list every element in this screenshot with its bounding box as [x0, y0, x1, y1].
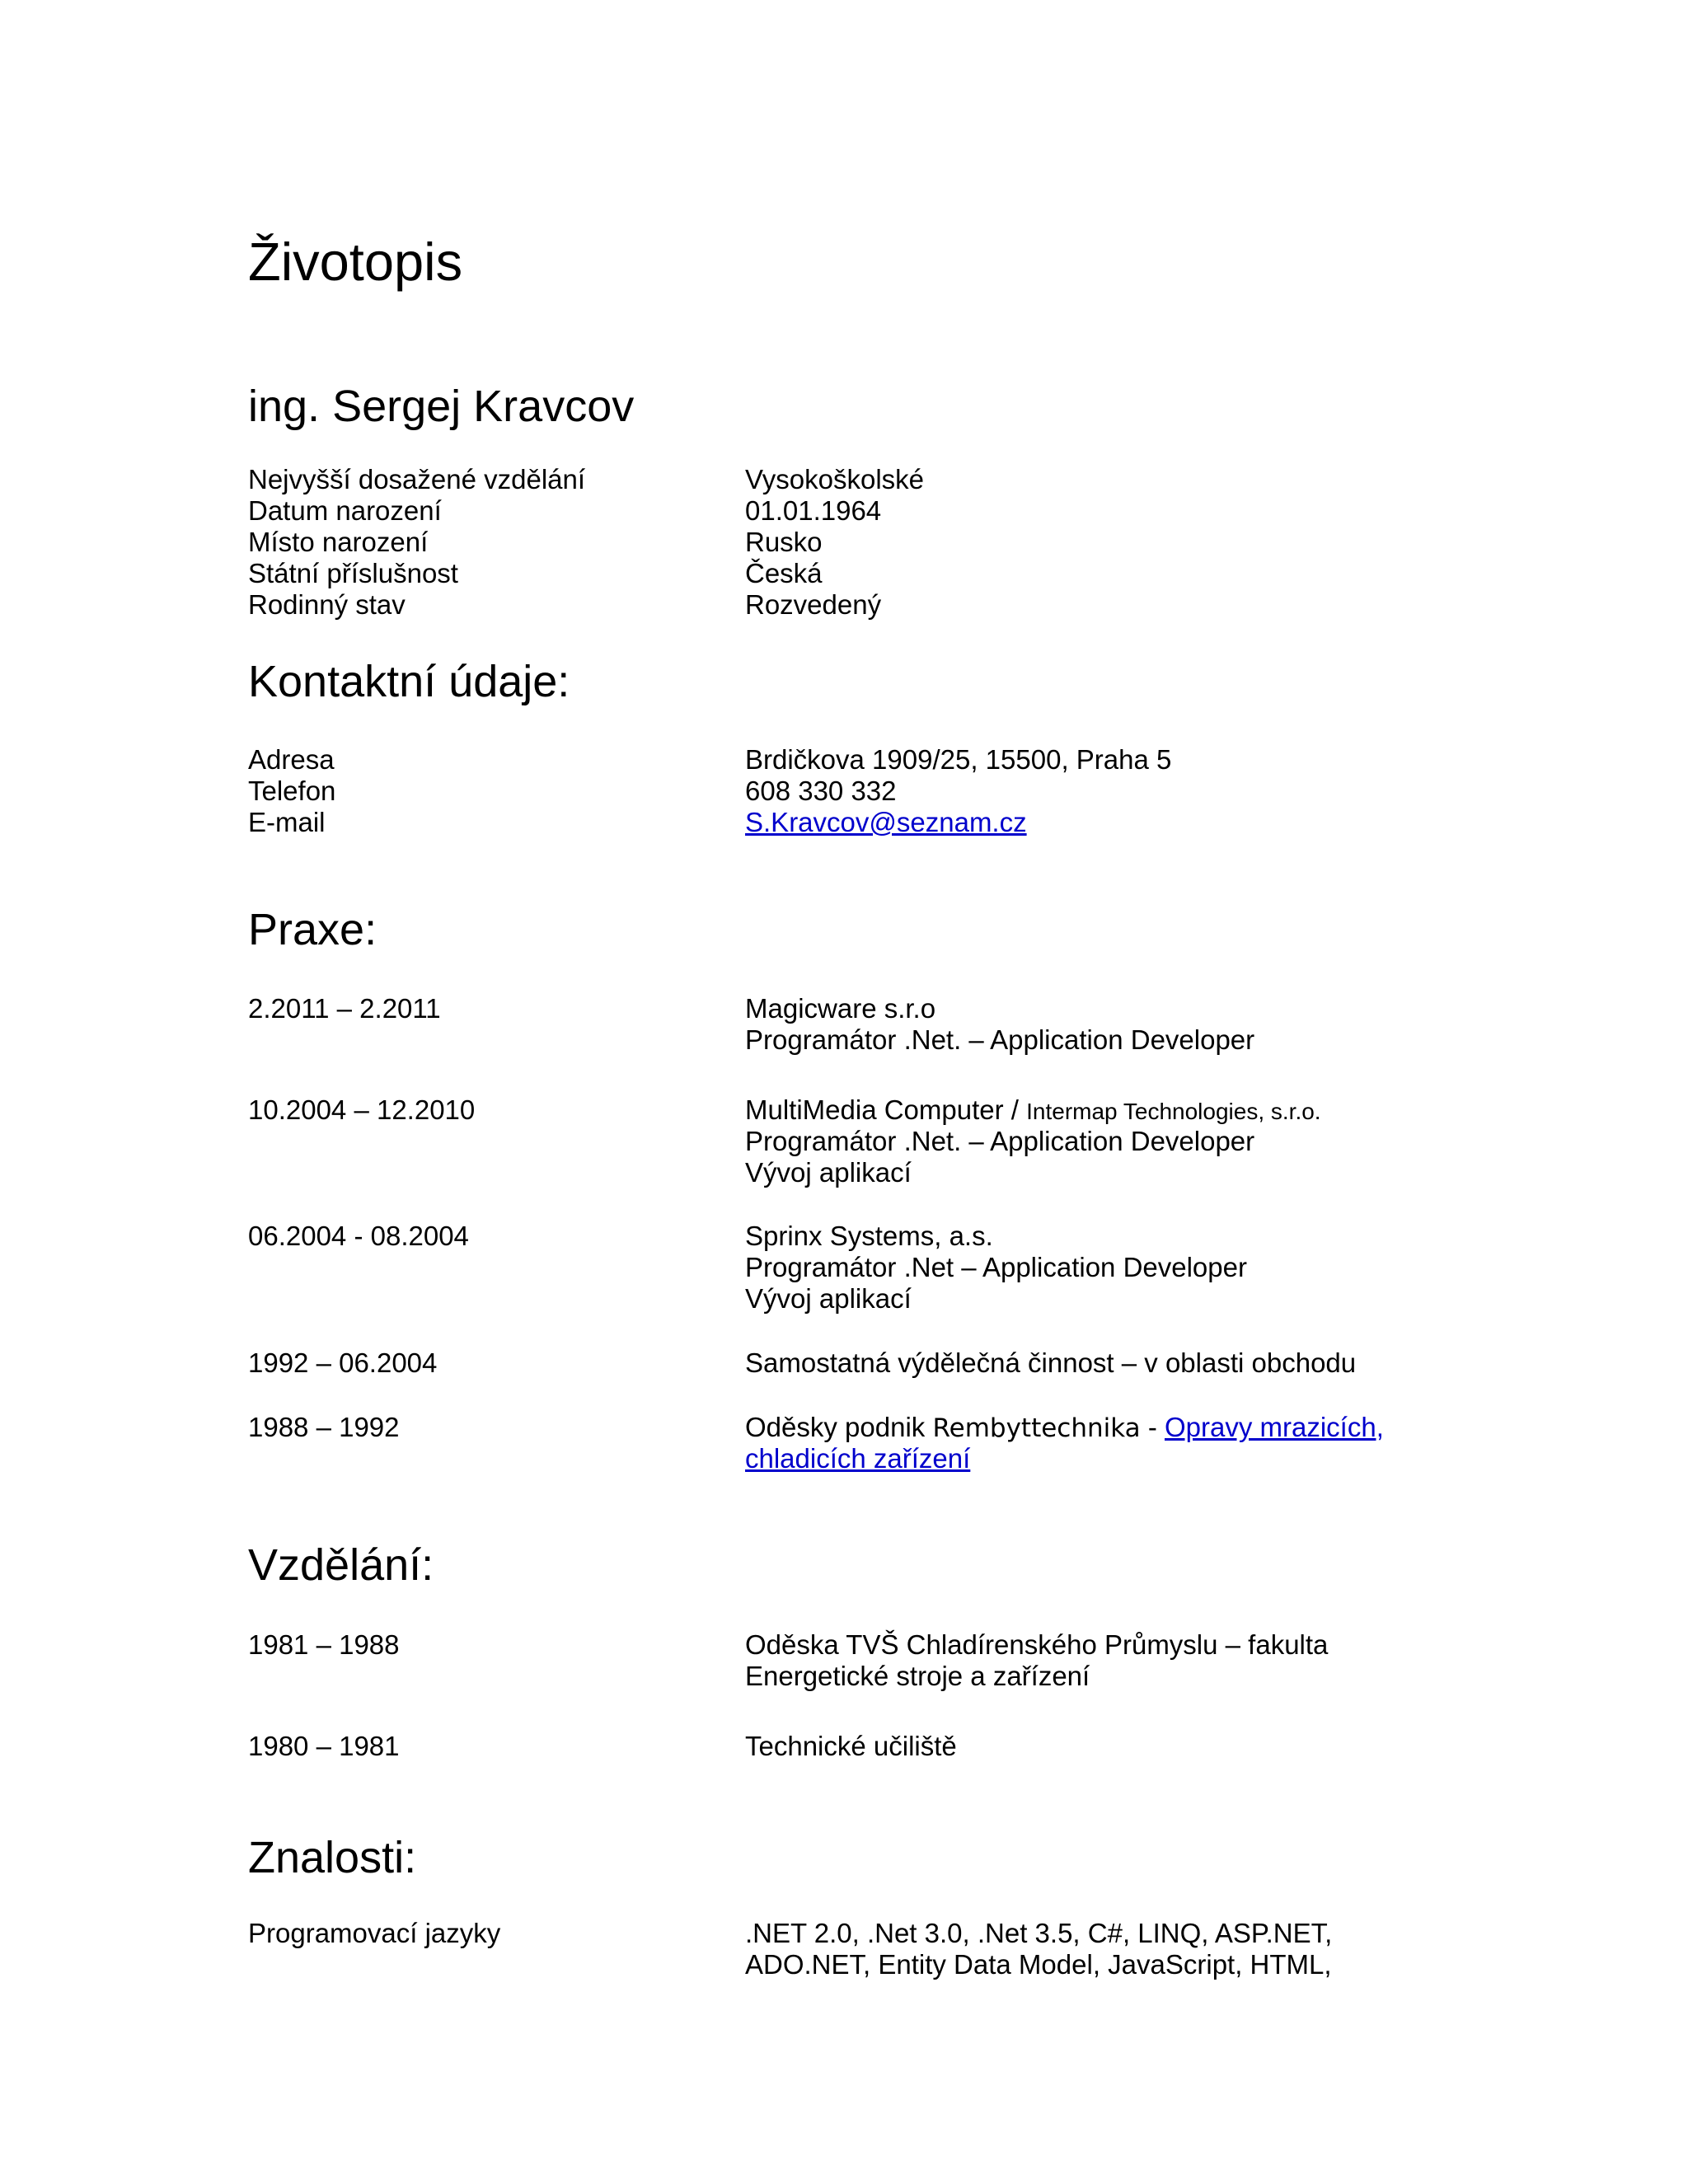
practice-period-5: 1988 – 1992: [248, 1412, 400, 1442]
skills-line-2: ADO.NET, Entity Data Model, JavaScript, HTML,: [745, 1949, 1332, 1980]
practice-line-3-2: Programátor .Net – Application Developer: [745, 1252, 1247, 1282]
skills-label: Programovací jazyky: [248, 1918, 501, 1948]
email-link[interactable]: S.Kravcov@seznam.cz: [745, 807, 1027, 837]
education-period-1: 1981 – 1988: [248, 1629, 400, 1660]
practice-company-2: [745, 1094, 1321, 1127]
practice-line-3-3: Vývoj aplikací: [745, 1283, 912, 1314]
practice-5-company: Rembyttechnika: [932, 1413, 1141, 1443]
contact-address-value: Brdičkova 1909/25, 15500, Praha 5: [745, 744, 1172, 775]
person-name: ing. Sergej Kravcov: [248, 382, 635, 431]
personal-label-education: Nejvyšší dosažené vzdělání: [248, 464, 586, 494]
personal-value-citizenship: Česká: [745, 558, 823, 588]
practice-5-link-part1[interactable]: Opravy mrazicích,: [1164, 1412, 1384, 1442]
practice-5-link-part2[interactable]: chladicích zařízení: [745, 1443, 971, 1474]
personal-value-birthplace: Rusko: [745, 527, 823, 557]
contact-phone-label: Telefon: [248, 776, 336, 806]
practice-company-2-main: MultiMedia Computer /: [745, 1094, 1027, 1125]
practice-line-5-1: [745, 1412, 1384, 1444]
practice-line-4-1: Samostatná výdělečná činnost – v oblasti obchodu: [745, 1347, 1357, 1378]
personal-value-birthdate: 01.01.1964: [745, 495, 882, 526]
practice-company-2-sub: Intermap Technologies, s.r.o.: [1026, 1099, 1321, 1124]
personal-label-birthdate: Datum narození: [248, 495, 442, 526]
contact-phone-value: 608 330 332: [745, 776, 897, 806]
practice-5-sep: -: [1140, 1412, 1165, 1442]
personal-label-birthplace: Místo narození: [248, 527, 429, 557]
skills-line-1: .NET 2.0, .Net 3.0, .Net 3.5, C#, LINQ, ASP.NET,: [745, 1918, 1333, 1948]
practice-line-1-2: Programátor .Net. – Application Developer: [745, 1024, 1255, 1055]
education-line-2-1: Technické učiliště: [745, 1731, 957, 1761]
skills-heading: Znalosti:: [248, 1833, 417, 1882]
contact-heading: Kontaktní údaje:: [248, 657, 570, 706]
practice-period-3: 06.2004 - 08.2004: [248, 1221, 469, 1251]
practice-line-2-2: Vývoj aplikací: [745, 1157, 912, 1188]
personal-value-education: Vysokoškolské: [745, 464, 925, 494]
personal-label-marital: Rodinný stav: [248, 589, 406, 620]
education-heading: Vzdělání:: [248, 1540, 434, 1590]
document-title: Životopis: [248, 232, 463, 292]
practice-heading: Praxe:: [248, 905, 377, 954]
education-line-1-1: Oděska TVŠ Chladírenského Průmyslu – fakulta: [745, 1629, 1329, 1660]
practice-line-1-1: Magicware s.r.o: [745, 993, 936, 1024]
education-line-1-2: Energetické stroje a zařízení: [745, 1661, 1090, 1691]
practice-line-2-1: Programátor .Net. – Application Developer: [745, 1126, 1255, 1156]
practice-period-1: 2.2011 – 2.2011: [248, 993, 441, 1024]
practice-period-4: 1992 – 06.2004: [248, 1347, 438, 1378]
education-period-2: 1980 – 1981: [248, 1731, 400, 1761]
contact-email-label: E-mail: [248, 807, 326, 837]
practice-5-prefix: Oděsky podnik: [745, 1412, 933, 1442]
practice-line-3-1: Sprinx Systems, a.s.: [745, 1221, 993, 1251]
practice-period-2: 10.2004 – 12.2010: [248, 1094, 476, 1125]
contact-address-label: Adresa: [248, 744, 335, 775]
personal-label-citizenship: Státní příslušnost: [248, 558, 458, 588]
personal-value-marital: Rozvedený: [745, 589, 882, 620]
